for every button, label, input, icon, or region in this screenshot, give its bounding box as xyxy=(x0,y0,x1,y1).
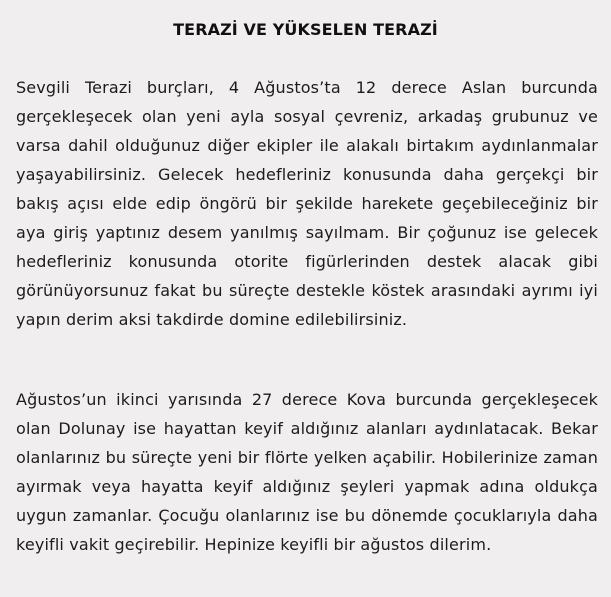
article-title: TERAZİ VE YÜKSELEN TERAZİ xyxy=(173,20,438,39)
article-paragraph-2: Ağustos’un ikinci yarısında 27 derece Kova burcunda gerçekleşecek olan Dolunay ise hayattan keyif aldığınız alanları aydınlatacak. Bekar olanlarınız bu süreçte yeni bir flörte yelken açabilir. Hobilerinize zaman ayırmak veya hayatta keyif aldığınız şeyleri yapmak adına oldukça uygun zamanlar. Çocuğu olanlarınız ise bu dönemde çocuklarıyla daha keyifli vakit geçirebilir. Hepinize keyifli bir ağustos dilerim. xyxy=(16,390,598,554)
article-paragraph-1: Sevgili Terazi burçları, 4 Ağustos’ta 12 derece Aslan burcunda gerçekleşecek olan yeni ayla sosyal çevreniz, arkadaş grubunuz ve varsa dahil olduğunuz diğer ekipler ile alakalı birtakım aydınlanmalar yaşayabilirsiniz. Gelecek hedefleriniz konusunda daha gerçekçi bir bakış açısı elde edip öngörü bir şekilde harekete geçebileceğiniz bir aya giriş yaptınız desem yanılmış sayılmam. Bir çoğunuz ise gelecek hedefleriniz konusunda otorite figürlerinden destek alacak gibi görünüyorsunuz fakat bu süreçte destekle köstek arasındaki ayrımı iyi yapın derim aksi takdirde domine edilebilirsiniz. xyxy=(16,78,598,329)
